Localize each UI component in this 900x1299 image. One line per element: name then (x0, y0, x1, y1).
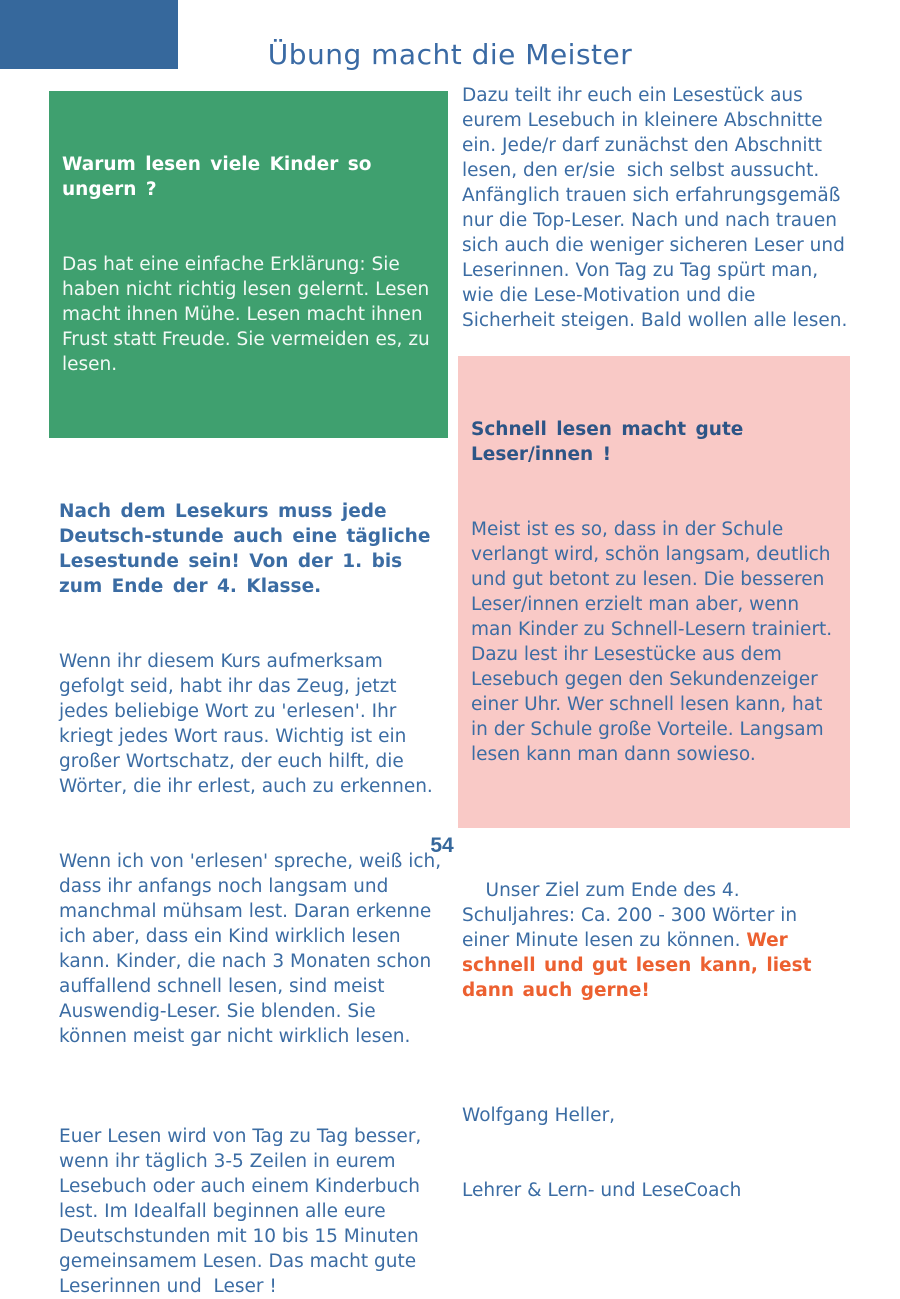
paragraph-lesestueck: Dazu teilt ihr euch ein Lesestück aus eurem Lesebuch in kleinere Abschnitte ein. Jede/r darf zunächst den Abschnitt lesen, den er/sie sich selbst aussucht. Anfänglich trauen sich erfahrungsgemäß nur die Top-Leser. Nach und nach trauen sich auch die weniger sicheren Leser und Leserinnen. Von Tag zu Tag spürt man, wie die Lese-Motivation und die Sicherheit steigen. Bald wollen alle lesen. (462, 85, 851, 331)
green-callout-heading: Warum lesen viele Kinder so ungern ? (62, 154, 381, 200)
page-number: 54 (430, 834, 454, 857)
left-column (49, 91, 448, 1299)
paragraph-euer-lesen: Euer Lesen wird von Tag zu Tag besser, wenn ihr täglich 3-5 Zeilen in eurem Lesebuch oder auch einem Kinderbuch lest. Im Idealfall beginnen alle eure Deutschstunden mit 10 bis 15 Minuten gemeinsamem Lesen. Das macht gute Leserinnen und Leser ! (59, 1126, 428, 1297)
green-callout-body: Das hat eine einfache Erklärung: Sie haben nicht richtig lesen gelernt. Lesen macht ihnen Mühe. Lesen macht ihnen Frust statt Freude. Sie vermeiden es, zu lesen. (62, 254, 436, 375)
pink-callout-heading: Schnell lesen macht gute Leser/innen ! (471, 419, 753, 465)
signature-role: Lehrer & Lern- und LeseCoach (462, 1180, 742, 1201)
signature-name: Wolfgang Heller, (462, 1105, 616, 1126)
paragraph-lesekurs-body: Wenn ihr diesem Kurs aufmerksam gefolgt seid, habt ihr das Zeug, jetzt jedes beliebige Wort zu 'erlesen'. Ihr kriegt jedes Wort raus. Wichtig ist ein großer Wortschatz, der euch hilft, die Wörter, die ihr erlest, auch zu erkennen. (59, 651, 433, 797)
signature-block (458, 1053, 850, 1253)
pink-callout-box (458, 356, 850, 828)
page-title: Übung macht die Meister (267, 38, 633, 71)
pink-callout-body: Meist ist es so, dass in der Schule verlangt wird, schön langsam, deutlich und gut betont zu lesen. Die besseren Leser/innen erzielt man aber, wenn man Kinder zu Schnell-Lesern trainiert. Dazu lest ihr Lesestücke aus dem Lesebuch gegen den Sekundenzeiger einer Uhr. Wer schnell lesen kann, hat in der Schule große Vorteile. Langsam lesen kann man dann sowieso. (471, 519, 839, 765)
paragraph-lesekurs-bold-lead: Nach dem Lesekurs muss jede Deutsch-stunde auch eine tägliche Lesestunde sein! Von der 1. bis zum Ende der 4. Klasse. (59, 501, 440, 597)
paragraph-goal (458, 853, 850, 1028)
goal-highlight-text: Wer schnell und gut lesen kann, liest dann auch gerne! (462, 930, 820, 1001)
goal-text: Unser Ziel zum Ende des 4. Schuljahres: Ca. 200 - 300 Wörter in einer Minute lesen zu können. (462, 880, 804, 951)
paragraph-lesekurs (49, 449, 448, 1099)
paragraph-erlesen: Wenn ich von 'erlesen' spreche, weiß ich, dass ihr anfangs noch langsam und manchmal mühsam lest. Daran erkenne ich aber, dass ein Kind wirklich lesen kann. Kinder, die nach 3 Monaten schon auffallend schnell lesen, sind meist Auswendig-Leser. Sie blenden. Sie können meist gar nicht wirklich lesen. (59, 851, 448, 1047)
green-callout-box (49, 91, 448, 438)
right-column (458, 83, 850, 1253)
